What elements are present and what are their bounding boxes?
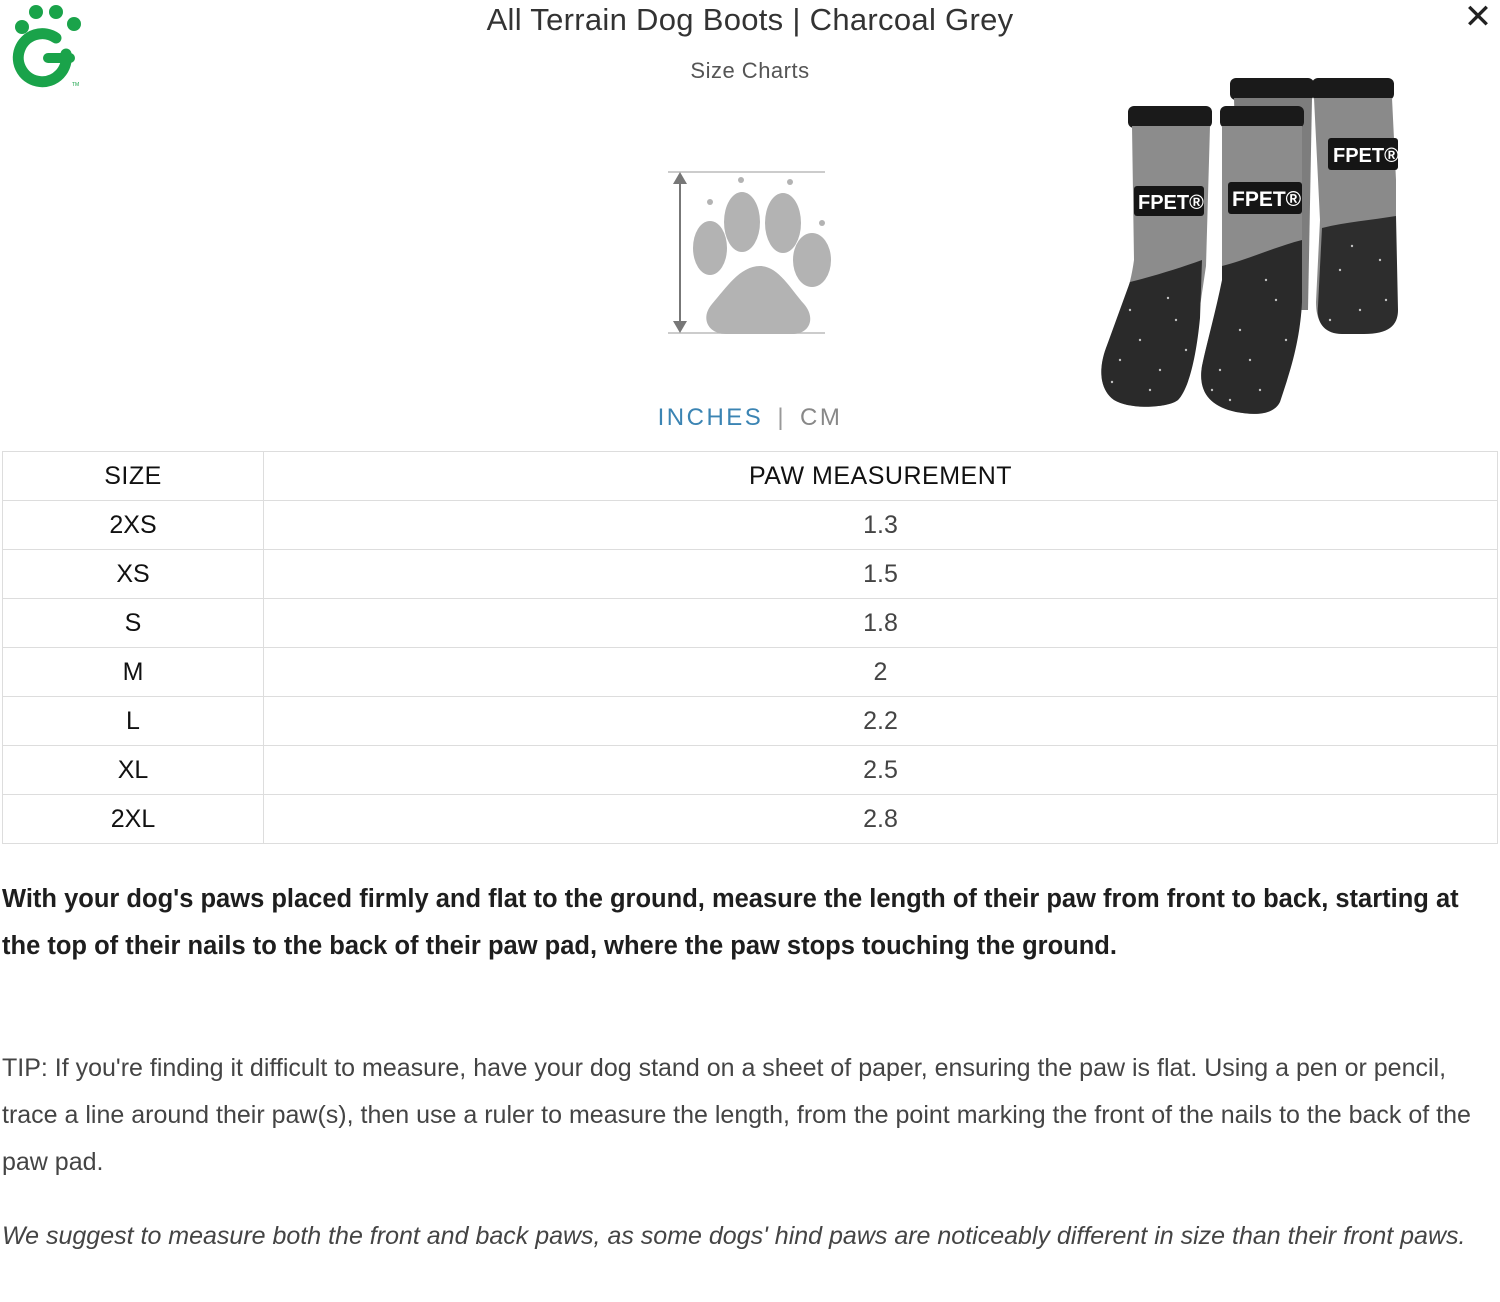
size-cell: 2XS <box>3 501 264 550</box>
table-row <box>3 795 1498 844</box>
measurement-cell: 2.5 <box>264 746 1498 795</box>
table-header-row <box>3 452 1498 501</box>
measurement-cell: 1.5 <box>264 550 1498 599</box>
paw-measurement-column-header: PAW MEASUREMENT <box>264 452 1498 501</box>
paw-measurement-diagram <box>660 166 840 342</box>
table-row <box>3 599 1498 648</box>
measurement-cell: 2 <box>264 648 1498 697</box>
table-row <box>3 648 1498 697</box>
unit-toggle <box>0 404 1500 432</box>
table-row <box>3 501 1498 550</box>
close-icon[interactable]: ✕ <box>1463 0 1493 37</box>
size-cell: XS <box>3 550 264 599</box>
boot-strap-label: FPET® <box>1232 188 1302 211</box>
boot-strap-label: FPET® <box>1333 145 1399 167</box>
size-column-header: SIZE <box>3 452 264 501</box>
size-cell: XL <box>3 746 264 795</box>
table-row <box>3 550 1498 599</box>
size-cell: L <box>3 697 264 746</box>
measuring-instructions: With your dog's paws placed firmly and flat to the ground, measure the length of their paw from front to back, starting at the top of their nails to the back of their paw pad, where the paw stops touching the ground. <box>2 885 1459 960</box>
table-row <box>3 697 1498 746</box>
boots-product-image <box>1090 70 1410 420</box>
size-chart-table <box>2 451 1498 844</box>
page-subtitle: Size Charts <box>690 58 810 83</box>
measuring-tip: TIP: If you're finding it difficult to measure, have your dog stand on a sheet of paper, ensuring the paw is flat. Using a pen or pencil, trace a line around their paw(s), then use a ruler to measure the length, from the point marking the front of the nails to the back of the paw pad. <box>2 1054 1471 1176</box>
measurement-cell: 1.8 <box>264 599 1498 648</box>
table-row <box>3 746 1498 795</box>
page-title: All Terrain Dog Boots | Charcoal Grey <box>486 2 1014 37</box>
measurement-cell: 1.3 <box>264 501 1498 550</box>
unit-cm-tab[interactable]: CM <box>800 404 843 431</box>
size-cell: S <box>3 599 264 648</box>
size-cell: M <box>3 648 264 697</box>
close-button[interactable] <box>1458 0 1498 36</box>
size-cell: 2XL <box>3 795 264 844</box>
measurement-cell: 2.8 <box>264 795 1498 844</box>
svg-text:TM: TM <box>72 82 80 88</box>
unit-inches-tab[interactable]: INCHES <box>657 404 764 431</box>
boot-strap-label: FPET® <box>1138 192 1204 214</box>
measuring-suggestion: We suggest to measure both the front and back paws, as some dogs' hind paws are noticeably different in size than their front paws. <box>2 1222 1466 1250</box>
unit-separator: | <box>777 404 787 431</box>
measurement-cell: 2.2 <box>264 697 1498 746</box>
